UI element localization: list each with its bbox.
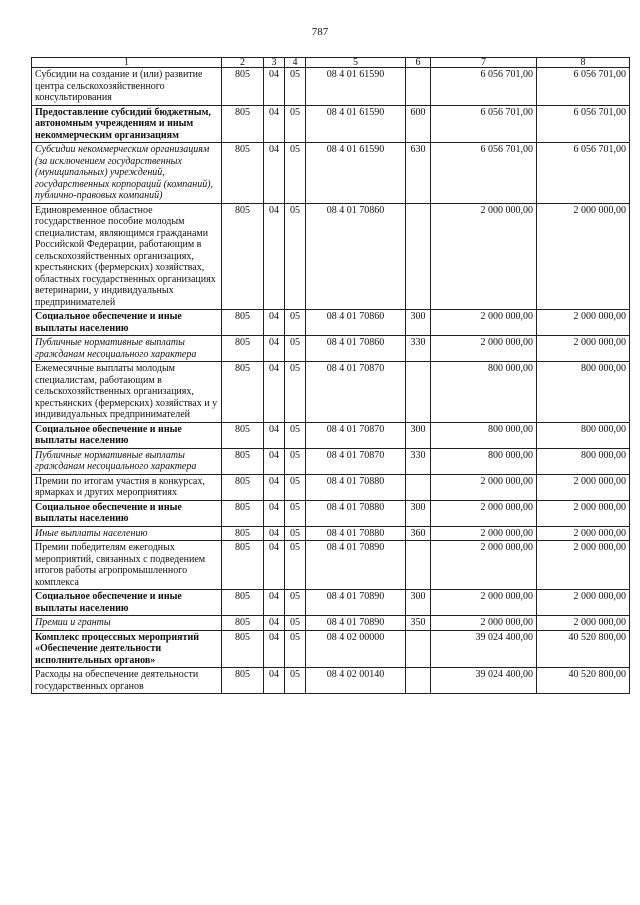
- subsection-code-cell: 05: [285, 474, 306, 500]
- table-row: [32, 143, 630, 204]
- section-code-cell: 04: [264, 616, 285, 631]
- table-row: [32, 105, 630, 143]
- amount-year1-cell: 2 000 000,00: [431, 541, 537, 590]
- amount-year2-cell: 2 000 000,00: [537, 526, 630, 541]
- row-name-cell: Иные выплаты населению: [32, 526, 222, 541]
- table-row: [32, 362, 630, 423]
- amount-year1-cell: 6 056 701,00: [431, 143, 537, 204]
- target-article-cell: 08 4 01 61590: [306, 68, 406, 106]
- row-name-cell: Публичные нормативные выплаты гражданам несоциального характера: [32, 448, 222, 474]
- admin-code-cell: 805: [222, 526, 264, 541]
- subsection-code-cell: 05: [285, 310, 306, 336]
- section-code-cell: 04: [264, 541, 285, 590]
- amount-year1-cell: 6 056 701,00: [431, 105, 537, 143]
- subsection-code-cell: 05: [285, 541, 306, 590]
- target-article-cell: 08 4 01 70880: [306, 474, 406, 500]
- header-cell: 5: [306, 58, 406, 68]
- amount-year2-cell: 800 000,00: [537, 422, 630, 448]
- amount-year2-cell: 2 000 000,00: [537, 203, 630, 310]
- expense-type-cell: 630: [406, 143, 431, 204]
- row-name-cell: Субсидии на создание и (или) развитие центра сельскохозяйственного консультирования: [32, 68, 222, 106]
- row-name-cell: Премии и гранты: [32, 616, 222, 631]
- section-code-cell: 04: [264, 500, 285, 526]
- admin-code-cell: 805: [222, 68, 264, 106]
- admin-code-cell: 805: [222, 336, 264, 362]
- page-number: 787: [311, 26, 329, 38]
- admin-code-cell: 805: [222, 203, 264, 310]
- expense-type-cell: [406, 668, 431, 694]
- subsection-code-cell: 05: [285, 668, 306, 694]
- subsection-code-cell: 05: [285, 336, 306, 362]
- subsection-code-cell: 05: [285, 422, 306, 448]
- table-row: [32, 500, 630, 526]
- target-article-cell: 08 4 01 70880: [306, 526, 406, 541]
- subsection-code-cell: 05: [285, 68, 306, 106]
- row-name-cell: Комплекс процессных мероприятий «Обеспечение деятельности исполнительных органов»: [32, 630, 222, 668]
- expense-type-cell: 600: [406, 105, 431, 143]
- admin-code-cell: 805: [222, 474, 264, 500]
- header-cell: 1: [32, 58, 222, 68]
- target-article-cell: 08 4 01 70860: [306, 203, 406, 310]
- target-article-cell: 08 4 01 70890: [306, 541, 406, 590]
- expense-type-cell: 300: [406, 310, 431, 336]
- amount-year2-cell: 800 000,00: [537, 362, 630, 423]
- amount-year1-cell: 2 000 000,00: [431, 310, 537, 336]
- admin-code-cell: 805: [222, 422, 264, 448]
- subsection-code-cell: 05: [285, 448, 306, 474]
- section-code-cell: 04: [264, 203, 285, 310]
- row-name-cell: Социальное обеспечение и иные выплаты населению: [32, 310, 222, 336]
- subsection-code-cell: 05: [285, 616, 306, 631]
- header-cell: 6: [406, 58, 431, 68]
- amount-year1-cell: 2 000 000,00: [431, 500, 537, 526]
- admin-code-cell: 805: [222, 616, 264, 631]
- budget-table: [31, 57, 630, 694]
- target-article-cell: 08 4 01 61590: [306, 105, 406, 143]
- header-cell: 2: [222, 58, 264, 68]
- target-article-cell: 08 4 01 70890: [306, 616, 406, 631]
- expense-type-cell: 350: [406, 616, 431, 631]
- expense-type-cell: [406, 362, 431, 423]
- header-cell: 8: [537, 58, 630, 68]
- section-code-cell: 04: [264, 668, 285, 694]
- expense-type-cell: [406, 68, 431, 106]
- amount-year1-cell: 2 000 000,00: [431, 616, 537, 631]
- row-name-cell: Субсидии некоммерческим организациям (за исключением государственных (муниципальных) учреждений, государственных корпораций (компаний), публично-правовых компаний): [32, 143, 222, 204]
- table-row: [32, 668, 630, 694]
- amount-year2-cell: 6 056 701,00: [537, 68, 630, 106]
- subsection-code-cell: 05: [285, 590, 306, 616]
- row-name-cell: Социальное обеспечение и иные выплаты населению: [32, 500, 222, 526]
- section-code-cell: 04: [264, 68, 285, 106]
- admin-code-cell: 805: [222, 448, 264, 474]
- admin-code-cell: 805: [222, 143, 264, 204]
- section-code-cell: 04: [264, 590, 285, 616]
- subsection-code-cell: 05: [285, 143, 306, 204]
- row-name-cell: Публичные нормативные выплаты гражданам несоциального характера: [32, 336, 222, 362]
- amount-year2-cell: 2 000 000,00: [537, 336, 630, 362]
- table-row: [32, 526, 630, 541]
- admin-code-cell: 805: [222, 362, 264, 423]
- amount-year2-cell: 2 000 000,00: [537, 474, 630, 500]
- admin-code-cell: 805: [222, 630, 264, 668]
- section-code-cell: 04: [264, 474, 285, 500]
- target-article-cell: 08 4 02 00140: [306, 668, 406, 694]
- amount-year2-cell: 2 000 000,00: [537, 616, 630, 631]
- row-name-cell: Предоставление субсидий бюджетным, автономным учреждениям и иным некоммерческим организациям: [32, 105, 222, 143]
- row-name-cell: Премии по итогам участия в конкурсах, ярмарках и других мероприятиях: [32, 474, 222, 500]
- row-name-cell: Расходы на обеспечение деятельности государственных органов: [32, 668, 222, 694]
- subsection-code-cell: 05: [285, 526, 306, 541]
- admin-code-cell: 805: [222, 310, 264, 336]
- header-cell: 7: [431, 58, 537, 68]
- subsection-code-cell: 05: [285, 203, 306, 310]
- amount-year2-cell: 40 520 800,00: [537, 668, 630, 694]
- expense-type-cell: 360: [406, 526, 431, 541]
- table-row: [32, 336, 630, 362]
- section-code-cell: 04: [264, 630, 285, 668]
- expense-type-cell: 300: [406, 422, 431, 448]
- expense-type-cell: 330: [406, 336, 431, 362]
- expense-type-cell: 330: [406, 448, 431, 474]
- table-row: [32, 541, 630, 590]
- amount-year2-cell: 800 000,00: [537, 448, 630, 474]
- amount-year1-cell: 39 024 400,00: [431, 630, 537, 668]
- subsection-code-cell: 05: [285, 362, 306, 423]
- section-code-cell: 04: [264, 336, 285, 362]
- amount-year1-cell: 6 056 701,00: [431, 68, 537, 106]
- amount-year2-cell: 40 520 800,00: [537, 630, 630, 668]
- expense-type-cell: [406, 541, 431, 590]
- subsection-code-cell: 05: [285, 500, 306, 526]
- amount-year1-cell: 800 000,00: [431, 362, 537, 423]
- target-article-cell: 08 4 01 70870: [306, 448, 406, 474]
- target-article-cell: 08 4 01 70880: [306, 500, 406, 526]
- section-code-cell: 04: [264, 362, 285, 423]
- subsection-code-cell: 05: [285, 105, 306, 143]
- expense-type-cell: 300: [406, 590, 431, 616]
- table-row: [32, 203, 630, 310]
- row-name-cell: Премии победителям ежегодных мероприятий, связанных с подведением итогов работы агропромышленного комплекса: [32, 541, 222, 590]
- expense-type-cell: [406, 203, 431, 310]
- table-row: [32, 474, 630, 500]
- amount-year2-cell: 2 000 000,00: [537, 310, 630, 336]
- header-cell: 3: [264, 58, 285, 68]
- row-name-cell: Единовременное областное государственное пособие молодым специалистам, являющимся гражданами Российской Федерации, работающим в сельскохозяйственных организациях, крестьянских (фермерских) хозяйствах, областных государственных организациях ветеринарии, у индивидуальных предпринимателей: [32, 203, 222, 310]
- section-code-cell: 04: [264, 422, 285, 448]
- table-header-row: [32, 58, 630, 68]
- row-name-cell: Социальное обеспечение и иные выплаты населению: [32, 590, 222, 616]
- section-code-cell: 04: [264, 105, 285, 143]
- target-article-cell: 08 4 02 00000: [306, 630, 406, 668]
- amount-year1-cell: 2 000 000,00: [431, 474, 537, 500]
- row-name-cell: Социальное обеспечение и иные выплаты населению: [32, 422, 222, 448]
- admin-code-cell: 805: [222, 500, 264, 526]
- section-code-cell: 04: [264, 448, 285, 474]
- target-article-cell: 08 4 01 70860: [306, 336, 406, 362]
- amount-year1-cell: 39 024 400,00: [431, 668, 537, 694]
- subsection-code-cell: 05: [285, 630, 306, 668]
- amount-year2-cell: 2 000 000,00: [537, 541, 630, 590]
- amount-year2-cell: 2 000 000,00: [537, 590, 630, 616]
- target-article-cell: 08 4 01 70870: [306, 422, 406, 448]
- amount-year1-cell: 2 000 000,00: [431, 203, 537, 310]
- expense-type-cell: [406, 474, 431, 500]
- amount-year2-cell: 6 056 701,00: [537, 105, 630, 143]
- amount-year2-cell: 6 056 701,00: [537, 143, 630, 204]
- target-article-cell: 08 4 01 70870: [306, 362, 406, 423]
- expense-type-cell: [406, 630, 431, 668]
- table-row: [32, 68, 630, 106]
- table-row: [32, 448, 630, 474]
- expense-type-cell: 300: [406, 500, 431, 526]
- admin-code-cell: 805: [222, 590, 264, 616]
- admin-code-cell: 805: [222, 105, 264, 143]
- table-row: [32, 630, 630, 668]
- amount-year1-cell: 2 000 000,00: [431, 590, 537, 616]
- table-row: [32, 422, 630, 448]
- table-row: [32, 310, 630, 336]
- amount-year2-cell: 2 000 000,00: [537, 500, 630, 526]
- admin-code-cell: 805: [222, 668, 264, 694]
- header-cell: 4: [285, 58, 306, 68]
- target-article-cell: 08 4 01 61590: [306, 143, 406, 204]
- admin-code-cell: 805: [222, 541, 264, 590]
- target-article-cell: 08 4 01 70860: [306, 310, 406, 336]
- amount-year1-cell: 800 000,00: [431, 448, 537, 474]
- table-row: [32, 590, 630, 616]
- amount-year1-cell: 800 000,00: [431, 422, 537, 448]
- table-row: [32, 616, 630, 631]
- amount-year1-cell: 2 000 000,00: [431, 336, 537, 362]
- section-code-cell: 04: [264, 526, 285, 541]
- section-code-cell: 04: [264, 310, 285, 336]
- row-name-cell: Ежемесячные выплаты молодым специалистам, работающим в сельскохозяйственных организациях, крестьянских (фермерских) хозяйствах и у индивидуальных предпринимателей: [32, 362, 222, 423]
- section-code-cell: 04: [264, 143, 285, 204]
- target-article-cell: 08 4 01 70890: [306, 590, 406, 616]
- amount-year1-cell: 2 000 000,00: [431, 526, 537, 541]
